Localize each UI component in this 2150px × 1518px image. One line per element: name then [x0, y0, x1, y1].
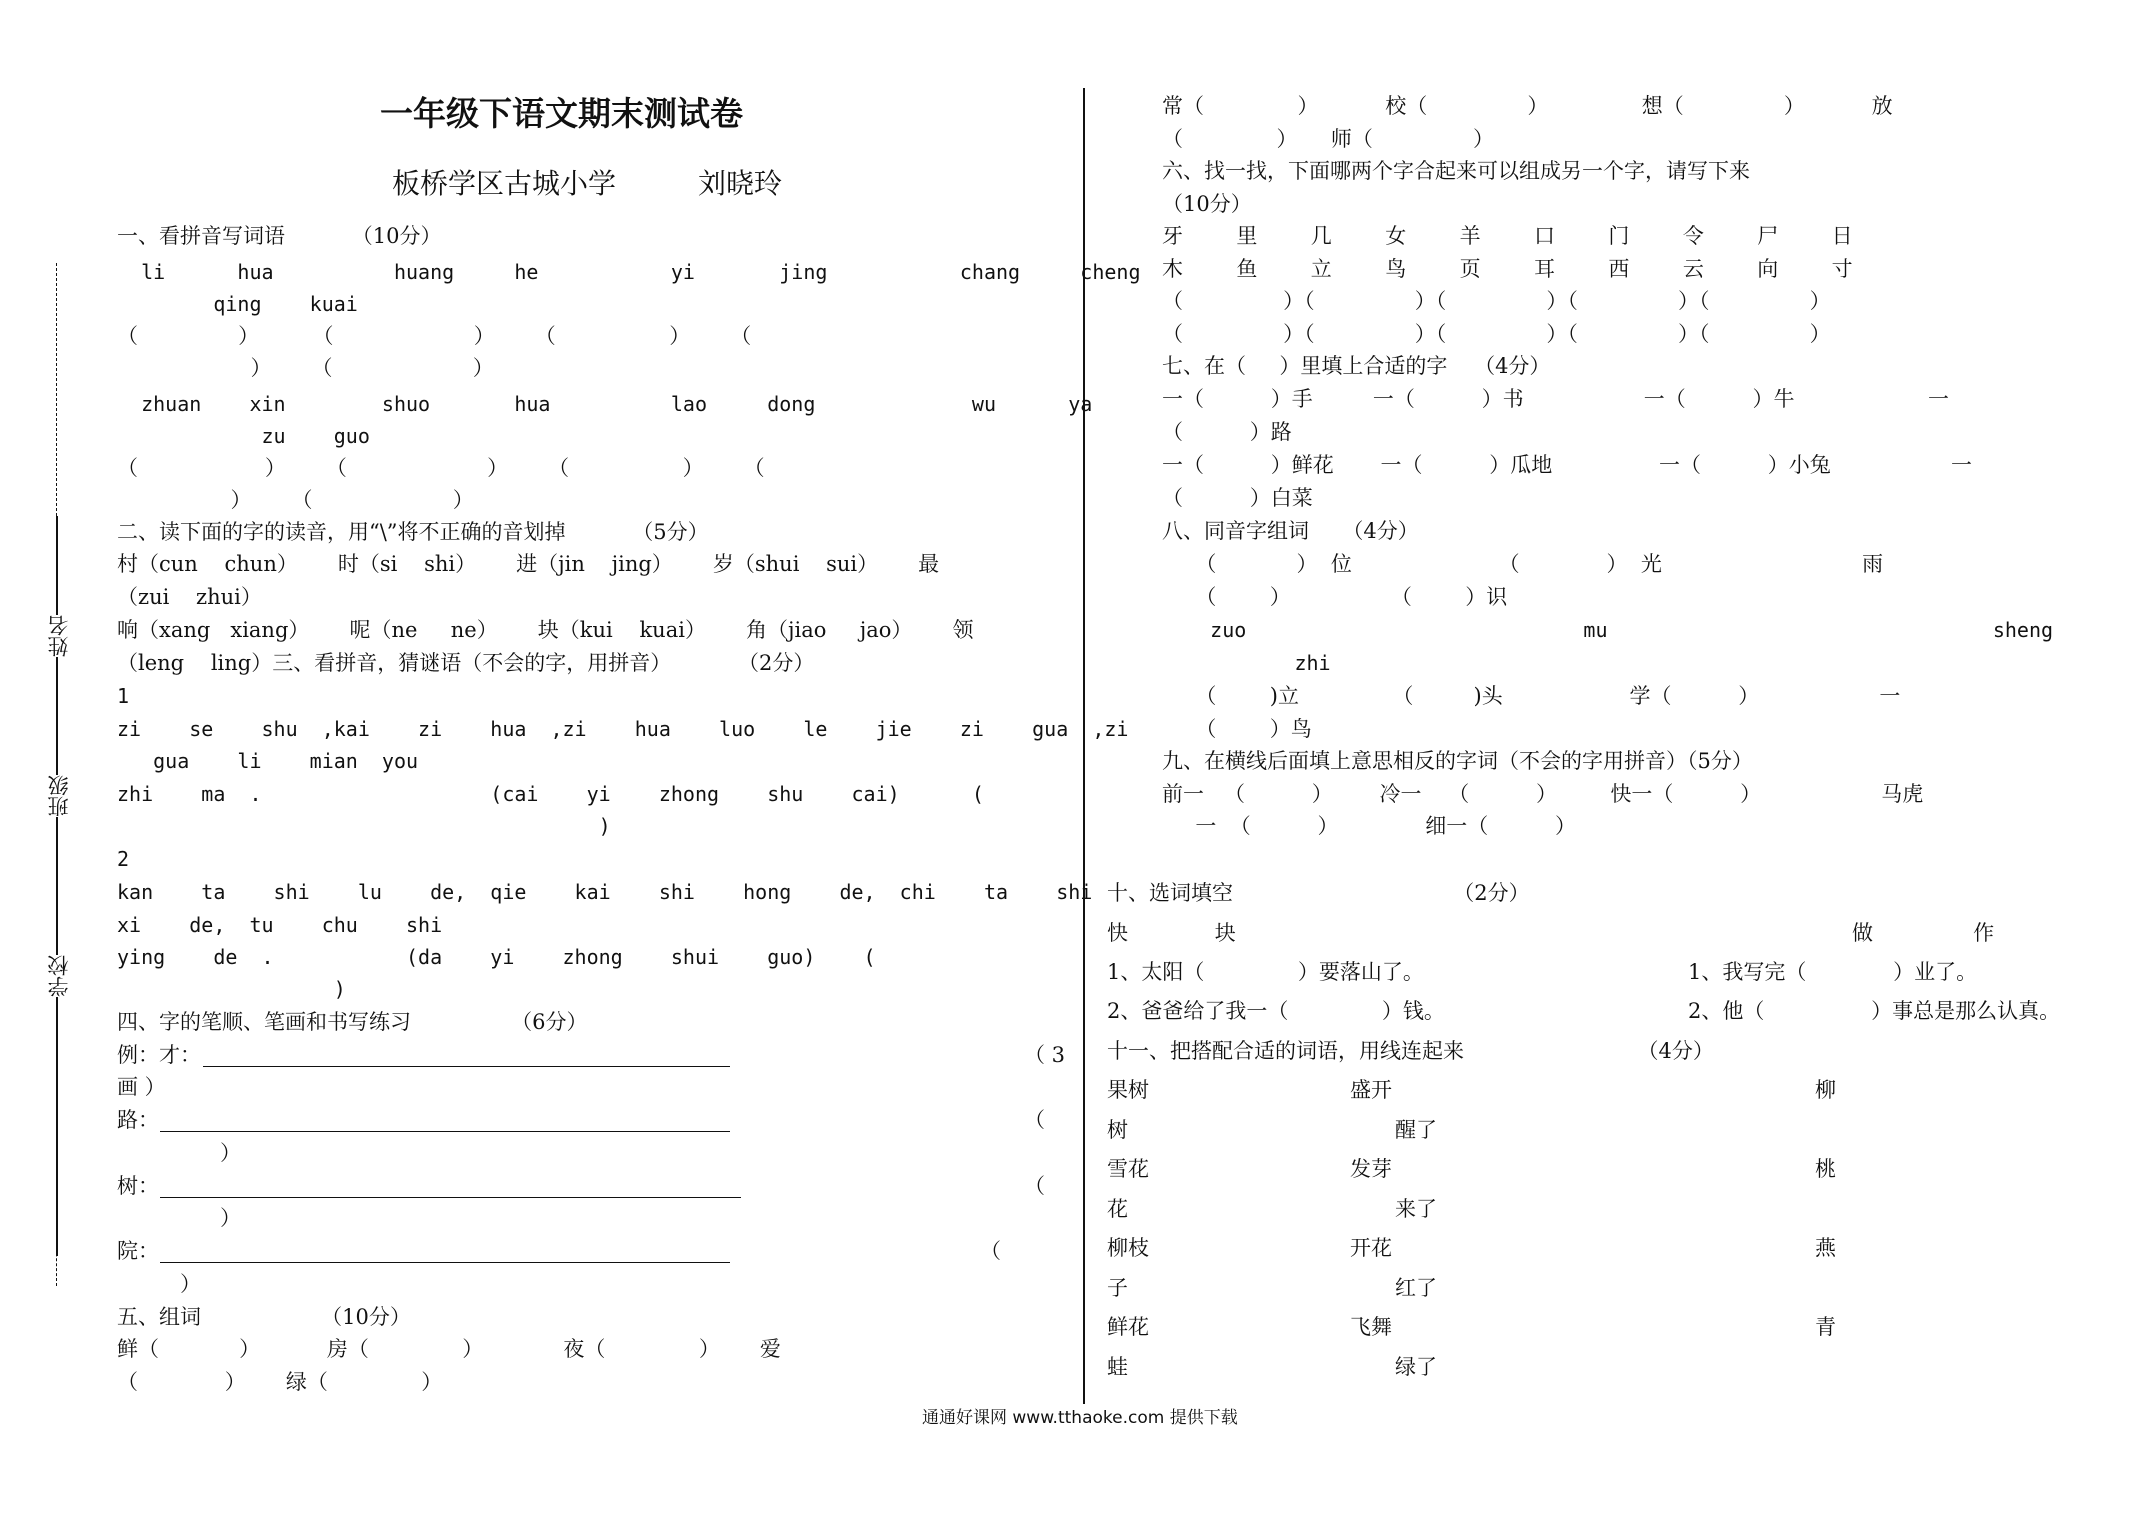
- q1-answer-row1: （ ） （ ） （ ） （: [117, 324, 752, 348]
- q2-row3: 响（xang xiang） 呢（ne ne） 块（kui kuai） 角（jiao jao） 领: [117, 618, 974, 642]
- q8-row1: （ ） 位 （ ） 光 雨: [1162, 552, 1884, 576]
- q4-shu-stroke-count: （: [1024, 1174, 1045, 1198]
- q5-heading: 五、组词 （10分）: [117, 1305, 411, 1329]
- q6-chars-row1: 牙 里 几 女 羊 口 门 令 尸 日: [1162, 224, 1853, 248]
- footer-credit: 通通好课网 www.tthaoke.com 提供下载: [922, 1408, 1238, 1428]
- q11-mid-item: 发芽: [1350, 1157, 1392, 1181]
- q6-chars-row2: 木 鱼 立 鸟 页 耳 西 云 向 寸: [1162, 257, 1853, 281]
- q10-options-right: 做 作: [1852, 921, 1995, 945]
- q6-answer-row1: （ ）（ ）（ ）（ ）（ ）: [1162, 289, 1831, 313]
- q10-options-left: 快 块: [1107, 921, 1236, 945]
- q4-example-stroke-count: （ 3: [1024, 1043, 1066, 1067]
- q4-example-label: 例：才：: [117, 1043, 201, 1067]
- q4-yuan-stroke-count-close: ）: [160, 1272, 202, 1296]
- q11-heading: 十一、把搭配合适的词语，用线连起来 （4分）: [1107, 1039, 1714, 1063]
- q7-row3: 一（ ）鲜花 一（ ）瓜地 一（ ）小兔 一: [1162, 453, 1972, 477]
- q6-heading-score: （10分）: [1162, 192, 1252, 216]
- subtitle-school: 板桥学区古城小学: [392, 167, 617, 200]
- q11-mid-item: 醒了: [1395, 1117, 1437, 1142]
- q10-sentence2-left: 2、爸爸给了我一（ ）钱。: [1107, 999, 1445, 1023]
- q4-lu-stroke-count-close: ）: [180, 1141, 242, 1165]
- subtitle-teacher: 刘晓玲: [698, 167, 783, 200]
- q11-right-item: 燕: [1815, 1236, 1836, 1260]
- side-label-class: 班级: [44, 775, 74, 817]
- q11-left-item: 树: [1107, 1117, 1128, 1142]
- q4-lu-writing-line[interactable]: [160, 1131, 730, 1132]
- q6-heading: 六、找一找，下面哪两个字合起来可以组成另一个字，请写下来: [1162, 159, 1750, 183]
- q11-right-item: 青: [1815, 1315, 1836, 1339]
- q6-answer-row2: （ ）（ ）（ ）（ ）（ ）: [1162, 322, 1831, 346]
- q11-mid-item: 开花: [1350, 1236, 1392, 1260]
- q9-row1: 前一 （ ） 冷一 （ ） 快一（ ） 马虎: [1162, 782, 1924, 806]
- q3-riddle2-line3: ying de . (da yi zhong shui guo) (: [117, 945, 876, 969]
- side-label-name: 姓名: [44, 615, 74, 657]
- q11-left-item: 蛙: [1107, 1354, 1128, 1379]
- q4-yuan-stroke-count: （: [980, 1239, 1001, 1263]
- q5-continued-row1: 常（ ） 校（ ） 想（ ） 放: [1162, 94, 1893, 118]
- q2-heading: 二、读下面的字的读音，用“\”将不正确的音划掉 （5分）: [117, 520, 709, 544]
- page-title: 一年级下语文期末测试卷: [380, 94, 743, 133]
- q3-riddle2-line2: xi de, tu chu shi: [117, 913, 443, 937]
- q3-riddle1-number: 1: [117, 684, 130, 708]
- q11-mid-item: 飞舞: [1350, 1315, 1392, 1339]
- q1-answer-row2: （ ） （ ） （ ） （: [117, 456, 765, 480]
- q4-example-stroke-count-unit: 画 ）: [117, 1075, 166, 1099]
- q8-pinyin-row: zuo mu sheng: [1162, 618, 2054, 642]
- q4-heading: 四、字的笔顺、笔画和书写练习 （6分）: [117, 1010, 588, 1034]
- q8-row2: （ ） （ ）识: [1162, 585, 1508, 609]
- q3-riddle2-line1: kan ta shi lu de, qie kai shi hong de, chi ta shi: [117, 880, 1093, 904]
- q7-row2: （ ）路: [1162, 420, 1292, 444]
- q7-heading: 七、在（ ）里填上合适的字 （4分）: [1162, 354, 1551, 378]
- q10-sentence1-right: 1、我写完（ ）业了。: [1688, 960, 1978, 984]
- q8-row5: （ )立 （ )头 学（ ） 一: [1162, 684, 1901, 708]
- q1-answer-row2b: ） （ ）: [117, 488, 474, 512]
- q3-riddle1-line1: zi se shu ,kai zi hua ,zi hua luo le jie zi gua ,zi: [117, 717, 1129, 741]
- q5-row1: 鲜（ ） 房（ ） 夜（ ） 爱: [117, 1337, 781, 1361]
- q4-lu-label: 路：: [117, 1108, 159, 1132]
- q4-lu-stroke-count: （: [1024, 1108, 1045, 1132]
- q1-heading: 一、看拼音写词语 （10分）: [117, 224, 442, 248]
- q3-riddle1-line2: gua li mian you: [117, 749, 419, 773]
- q11-mid-item: 盛开: [1350, 1078, 1392, 1102]
- q1-answer-row1b: ） （ ）: [117, 356, 494, 380]
- q2-row4-q3-heading: （leng ling）三、看拼音，猜谜语（不会的字，用拼音） （2分）: [117, 651, 815, 675]
- q10-sentence2-right: 2、他（ ）事总是那么认真。: [1688, 999, 2061, 1023]
- q2-row2: （zui zhui）: [117, 585, 262, 609]
- q4-yuan-writing-line[interactable]: [160, 1262, 730, 1263]
- q11-mid-item: 来了: [1395, 1196, 1437, 1221]
- q5-continued-row2: （ ） 师（ ）: [1162, 127, 1494, 151]
- q11-left-item: 鲜花: [1107, 1315, 1149, 1339]
- q11-right-item: 桃: [1815, 1157, 1836, 1181]
- q11-mid-item: 红了: [1395, 1275, 1437, 1300]
- q1-pinyin-row1: li hua huang he yi jing chang cheng: [117, 260, 1141, 284]
- q10-sentence1-left: 1、太阳（ ）要落山了。: [1107, 960, 1424, 984]
- q3-riddle2-line4: ): [117, 977, 346, 1001]
- q9-row2: 一 （ ） 细一（ ）: [1162, 814, 1577, 838]
- q11-left-item: 雪花: [1107, 1157, 1149, 1181]
- q10-heading: 十、选词填空 （2分）: [1107, 881, 1530, 905]
- q5-row2: （ ） 绿（ ）: [117, 1370, 443, 1394]
- binding-dashed-line-bottom: [56, 1100, 57, 1286]
- q7-row1: 一（ ）手 一（ ）书 一（ ）牛 一: [1162, 387, 1949, 411]
- q11-left-item: 花: [1107, 1196, 1128, 1221]
- q1-pinyin-row2b: zu guo: [117, 424, 370, 448]
- q11-mid-item: 绿了: [1395, 1354, 1437, 1379]
- q4-shu-label: 树：: [117, 1174, 159, 1198]
- q11-right-item: 柳: [1815, 1078, 1836, 1102]
- q8-row6: （ ）鸟: [1162, 717, 1312, 741]
- q11-left-item: 柳枝: [1107, 1236, 1149, 1260]
- binding-dashed-line: [56, 263, 57, 516]
- q8-pinyin-row2: zhi: [1162, 651, 1331, 675]
- q7-row4: （ ）白菜: [1162, 486, 1313, 510]
- q4-shu-stroke-count-close: ）: [180, 1206, 242, 1230]
- q9-heading: 九、在横线后面填上意思相反的字词（不会的字用拼音）（5分）: [1162, 749, 1753, 773]
- q4-yuan-label: 院：: [117, 1239, 159, 1263]
- q3-riddle1-line3: zhi ma . (cai yi zhong shu cai) (: [117, 782, 984, 806]
- q3-riddle1-line4: ): [117, 814, 611, 838]
- q4-shu-writing-line[interactable]: [160, 1197, 741, 1198]
- side-label-school: 学校: [44, 955, 74, 997]
- q2-row1: 村（cun chun） 时（si shi） 进（jin jing） 岁（shui sui） 最: [117, 552, 940, 576]
- q1-pinyin-row1b: qing kuai: [117, 292, 358, 316]
- q8-heading: 八、同音字组词 （4分）: [1162, 519, 1419, 543]
- q3-riddle2-number: 2: [117, 847, 130, 871]
- q1-pinyin-row2: zhuan xin shuo hua lao dong wu ya: [117, 392, 1093, 416]
- q11-left-item: 果树: [1107, 1078, 1149, 1102]
- q11-left-item: 子: [1107, 1275, 1128, 1300]
- q4-example-writing-line[interactable]: [203, 1066, 730, 1067]
